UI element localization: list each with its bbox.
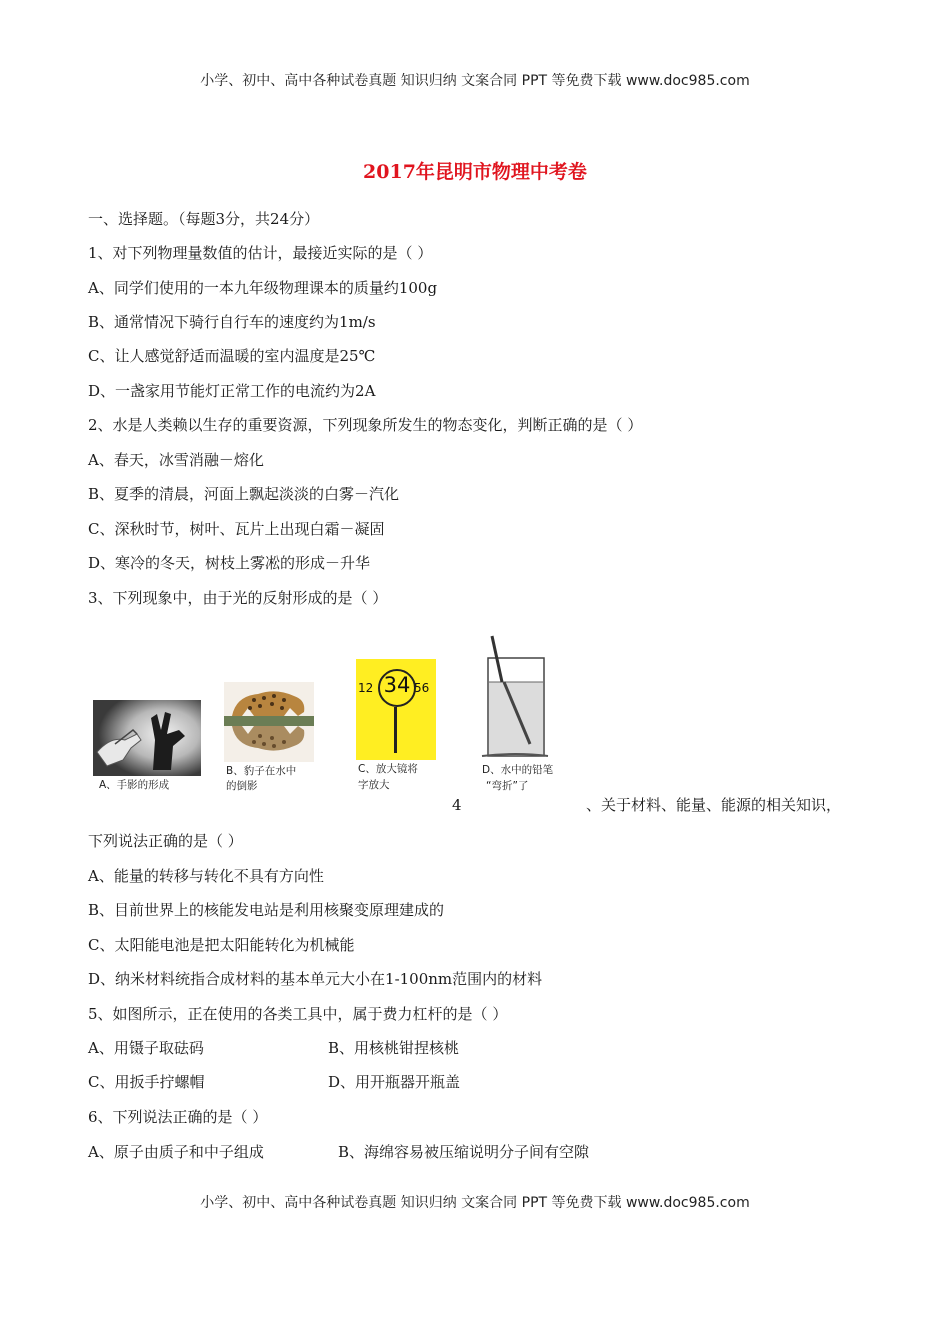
- q3-fig-b-caption-2: 的倒影: [226, 780, 258, 792]
- q3-stem: 3、下列现象中，由于光的反射形成的是（ ）: [88, 589, 388, 607]
- q2-stem: 2、水是人类赖以生存的重要资源，下列现象所发生的物态变化，判断正确的是（ ）: [88, 416, 643, 434]
- pencil-in-water-image: [478, 634, 550, 762]
- q1-option-d: D、一盏家用节能灯正常工作的电流约为2A: [88, 382, 376, 400]
- q3-fig-c-caption-2: 字放大: [358, 779, 390, 791]
- magnifier-image: [356, 659, 436, 760]
- magnifier-sign-number: 34: [383, 673, 411, 697]
- page-footer: 小学、初中、高中各种试卷真题 知识归纳 文案合同 PPT 等免费下载 www.doc985.com: [200, 1195, 750, 1211]
- q6-option-a: A、原子由质子和中子组成: [88, 1143, 264, 1161]
- q5-option-a: A、用镊子取砝码: [88, 1039, 204, 1057]
- q5-option-c: C、用扳手拧螺帽: [88, 1073, 205, 1091]
- q2-option-b: B、夏季的清晨，河面上飘起淡淡的白雾－汽化: [88, 485, 400, 503]
- q3-fig-b-caption-1: B、豹子在水中: [226, 765, 297, 777]
- q4-option-c: C、太阳能电池是把太阳能转化为机械能: [88, 936, 355, 954]
- page-header: 小学、初中、高中各种试卷真题 知识归纳 文案合同 PPT 等免费下载 www.doc985.com: [200, 73, 750, 89]
- q2-option-c: C、深秋时节，树叶、瓦片上出现白霜－凝固: [88, 520, 385, 538]
- q1-option-a: A、同学们使用的一本九年级物理课本的质量约100g: [88, 279, 438, 297]
- q5-option-b: B、用核桃钳捏核桃: [328, 1039, 460, 1057]
- q3-fig-c-caption-1: C、放大镜将: [358, 763, 418, 775]
- q2-option-d: D、寒冷的冬天，树枝上雾凇的形成－升华: [88, 554, 371, 572]
- magnifier-left-number: 12: [358, 681, 374, 695]
- q5-option-d: D、用开瓶器开瓶盖: [328, 1073, 461, 1091]
- q3-fig-d-caption-2: “弯折”了: [486, 780, 529, 792]
- q4-stem: 、关于材料、能量、能源的相关知识，: [586, 796, 842, 814]
- q4-option-d: D、纳米材料统指合成材料的基本单元大小在1-100nm范围内的材料: [88, 970, 543, 988]
- q1-stem: 1、对下列物理量数值的估计，最接近实际的是（ ）: [88, 244, 433, 262]
- q4-number: 4: [452, 796, 462, 814]
- q4-option-a: A、能量的转移与转化不具有方向性: [88, 867, 324, 885]
- q1-option-b: B、通常情况下骑行自行车的速度约为1m/s: [88, 313, 376, 331]
- leopard-reflection-image: [224, 682, 314, 762]
- q3-fig-d-caption-1: D、水中的铅笔: [482, 764, 554, 776]
- q4-stem-continued: 下列说法正确的是（ ）: [88, 832, 243, 850]
- q2-option-a: A、春天，冰雪消融－熔化: [88, 451, 264, 469]
- q4-option-b: B、目前世界上的核能发电站是利用核聚变原理建成的: [88, 901, 445, 919]
- q5-stem: 5、如图所示，正在使用的各类工具中，属于费力杠杆的是（ ）: [88, 1005, 508, 1023]
- q6-stem: 6、下列说法正确的是（ ）: [88, 1108, 268, 1126]
- q6-option-b: B、海绵容易被压缩说明分子间有空隙: [338, 1143, 590, 1161]
- page-title: 2017年昆明市物理中考卷: [363, 161, 587, 183]
- q1-option-c: C、让人感觉舒适而温暖的室内温度是25℃: [88, 347, 376, 365]
- magnifier-right-number: 56: [414, 681, 430, 695]
- hand-shadow-image: [93, 700, 201, 776]
- section-heading: 一、选择题。（每题3分，共24分）: [88, 210, 320, 228]
- q3-fig-a-caption: A、手影的形成: [99, 779, 170, 791]
